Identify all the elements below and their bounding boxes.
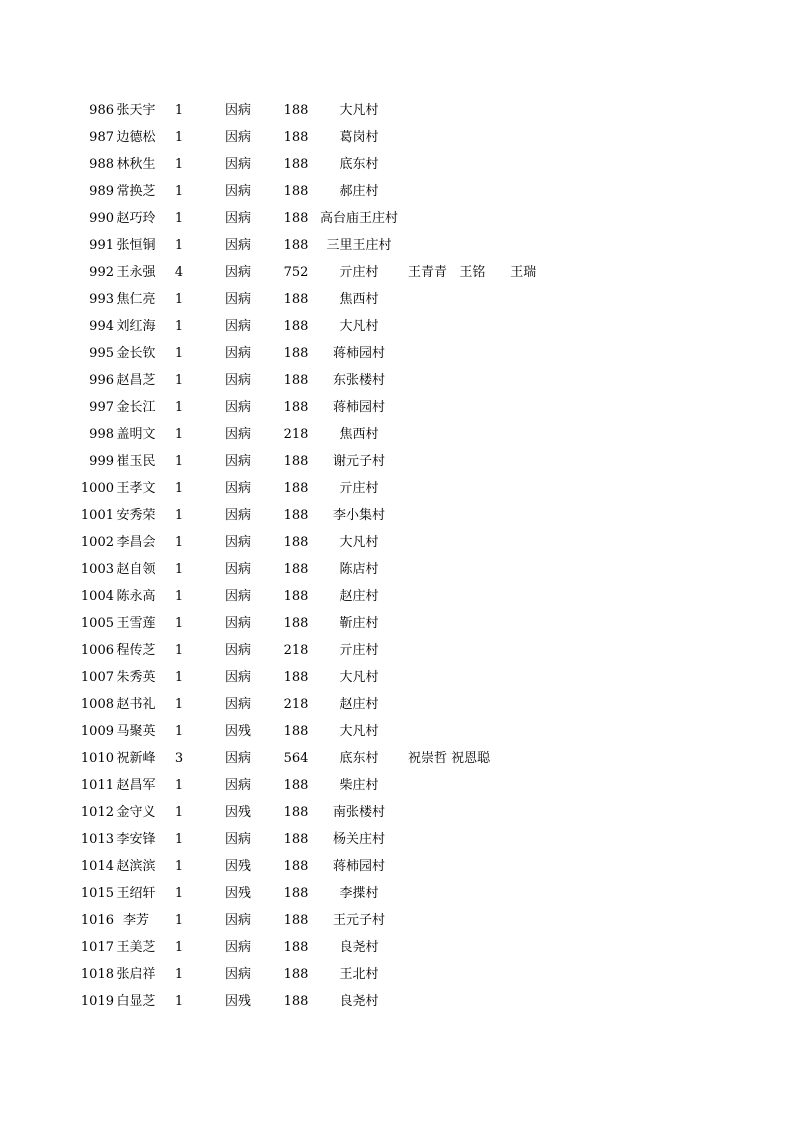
reason: 因病 [224,373,251,388]
household-members [408,502,608,529]
village: 焦西村 [339,427,379,442]
amount: 188 [283,292,309,307]
amount: 188 [283,589,309,604]
household-count: 1 [174,427,184,442]
household-count: 1 [174,508,184,523]
household-count: 1 [174,211,184,226]
row-number: 1006 [80,643,114,658]
recipient-name: 刘红海 [116,319,156,334]
recipient-name: 李芳 [122,913,149,928]
table-row [0,610,793,637]
household-count: 1 [174,157,184,172]
reason: 因残 [224,859,251,874]
recipient-name: 张恒铜 [116,238,156,253]
recipient-name: 王雪莲 [116,616,156,631]
household-members [408,178,608,205]
table-row [0,718,793,745]
household-members [408,475,608,502]
reason: 因病 [224,616,251,631]
amount: 188 [283,319,309,334]
village: 王北村 [339,967,379,982]
reason: 因病 [224,940,251,955]
recipient-name: 金长钦 [116,346,156,361]
household-count: 1 [174,562,184,577]
household-count: 1 [174,994,184,1009]
household-members [408,151,608,178]
reason: 因病 [224,184,251,199]
household-count: 1 [174,373,184,388]
household-members [408,448,608,475]
household-count: 1 [174,643,184,658]
household-members [408,880,608,907]
amount: 188 [283,130,309,145]
amount: 188 [283,400,309,415]
recipient-name: 金长江 [116,400,156,415]
table-row [0,313,793,340]
village: 大凡村 [339,103,379,118]
recipient-name: 程传芝 [116,643,156,658]
recipient-name: 王孝文 [116,481,156,496]
household-count: 1 [174,886,184,901]
village: 大凡村 [339,535,379,550]
reason: 因病 [224,535,251,550]
household-members [408,313,608,340]
table-row [0,232,793,259]
household-members [408,799,608,826]
amount: 188 [283,778,309,793]
row-number: 993 [89,292,114,307]
row-number: 1008 [80,697,114,712]
household-members [408,961,608,988]
table-row [0,529,793,556]
row-number: 1010 [80,751,114,766]
household-count: 3 [174,751,184,766]
recipient-name: 祝新峰 [116,751,156,766]
table-row [0,961,793,988]
recipient-name: 张天宇 [116,103,156,118]
amount: 188 [283,859,309,874]
household-members [408,421,608,448]
table-row [0,475,793,502]
recipient-name: 张启祥 [116,967,156,982]
household-count: 1 [174,103,184,118]
table-row [0,340,793,367]
row-number: 989 [89,184,114,199]
row-number: 994 [89,319,114,334]
reason: 因病 [224,481,251,496]
row-number: 987 [89,130,114,145]
village: 赵庄村 [339,589,379,604]
household-count: 1 [174,913,184,928]
household-members [408,124,608,151]
table-row [0,124,793,151]
table-row [0,907,793,934]
household-count: 1 [174,481,184,496]
village: 李小集村 [332,508,385,523]
amount: 188 [283,211,309,226]
table-row [0,745,793,772]
row-number: 990 [89,211,114,226]
reason: 因病 [224,211,251,226]
table-row [0,205,793,232]
household-count: 1 [174,535,184,550]
reason: 因病 [224,238,251,253]
amount: 188 [283,373,309,388]
household-members [408,394,608,421]
amount: 188 [283,238,309,253]
household-members [408,583,608,610]
village: 柴庄村 [339,778,379,793]
amount: 188 [283,562,309,577]
amount: 188 [283,724,309,739]
table-row [0,151,793,178]
amount: 188 [283,103,309,118]
recipient-name: 赵巧玲 [116,211,156,226]
village: 葛岗村 [339,130,379,145]
recipient-name: 马聚英 [116,724,156,739]
village: 底东村 [339,157,379,172]
row-number: 1002 [80,535,114,550]
reason: 因病 [224,130,251,145]
village: 杨关庄村 [332,832,385,847]
amount: 188 [283,346,309,361]
row-number: 1019 [80,994,114,1009]
amount: 218 [283,643,309,658]
household-count: 1 [174,670,184,685]
recipient-name: 王绍轩 [116,886,156,901]
row-number: 1013 [80,832,114,847]
household-members [408,610,608,637]
household-members [408,205,608,232]
reason: 因病 [224,319,251,334]
table-row [0,880,793,907]
village: 蒋柿园村 [332,346,385,361]
recipient-name: 李昌会 [116,535,156,550]
household-members [408,907,608,934]
household-members [408,340,608,367]
table-row [0,502,793,529]
household-count: 1 [174,589,184,604]
household-count: 1 [174,130,184,145]
village: 良尧村 [339,940,379,955]
amount: 188 [283,805,309,820]
recipient-name: 金守义 [116,805,156,820]
amount: 188 [283,913,309,928]
table-row [0,556,793,583]
table-row [0,394,793,421]
amount: 188 [283,967,309,982]
row-number: 1000 [80,481,114,496]
household-members [408,556,608,583]
reason: 因病 [224,400,251,415]
row-number: 1016 [80,913,114,928]
row-number: 1014 [80,859,114,874]
recipient-name: 崔玉民 [116,454,156,469]
table-row [0,421,793,448]
household-members [408,934,608,961]
household-count: 1 [174,319,184,334]
table-row [0,799,793,826]
table-row [0,826,793,853]
table-row [0,583,793,610]
reason: 因病 [224,643,251,658]
record-table [0,97,793,1015]
household-count: 1 [174,346,184,361]
table-row [0,853,793,880]
village: 南张楼村 [332,805,385,820]
recipient-name: 赵书礼 [116,697,156,712]
village: 底东村 [339,751,379,766]
table-row [0,367,793,394]
recipient-name: 赵滨滨 [116,859,156,874]
amount: 218 [283,427,309,442]
row-number: 995 [89,346,114,361]
recipient-name: 焦仁亮 [116,292,156,307]
household-count: 1 [174,859,184,874]
household-members [408,232,608,259]
row-number: 986 [89,103,114,118]
household-members [408,826,608,853]
amount: 188 [283,454,309,469]
household-count: 4 [174,265,184,280]
household-members [408,772,608,799]
household-members [408,988,608,1015]
reason: 因病 [224,427,251,442]
household-count: 1 [174,454,184,469]
household-members: 祝崇哲 祝恩聪 [408,751,491,766]
village: 靳庄村 [339,616,379,631]
reason: 因残 [224,886,251,901]
household-count: 1 [174,400,184,415]
household-members [408,637,608,664]
amount: 752 [283,265,309,280]
household-members [408,286,608,313]
household-members [408,853,608,880]
household-count: 1 [174,292,184,307]
row-number: 997 [89,400,114,415]
household-members: 王青青 王铭 王瑞 [408,265,537,280]
row-number: 1004 [80,589,114,604]
row-number: 1007 [80,670,114,685]
household-count: 1 [174,238,184,253]
village: 亓庄村 [339,643,379,658]
table-row [0,664,793,691]
table-row [0,934,793,961]
table-row [0,988,793,1015]
reason: 因残 [224,994,251,1009]
table-row [0,772,793,799]
village: 大凡村 [339,670,379,685]
table-row [0,286,793,313]
recipient-name: 李安锋 [116,832,156,847]
reason: 因病 [224,346,251,361]
reason: 因病 [224,589,251,604]
reason: 因病 [224,265,251,280]
amount: 188 [283,886,309,901]
village: 谢元子村 [332,454,385,469]
reason: 因病 [224,967,251,982]
village: 李揲村 [339,886,379,901]
row-number: 991 [89,238,114,253]
row-number: 1017 [80,940,114,955]
recipient-name: 陈永高 [116,589,156,604]
row-number: 999 [89,454,114,469]
recipient-name: 安秀荣 [116,508,156,523]
household-count: 1 [174,967,184,982]
recipient-name: 赵昌军 [116,778,156,793]
village: 蒋柿园村 [332,400,385,415]
village: 王元子村 [332,913,385,928]
table-row [0,259,793,286]
recipient-name: 边德松 [116,130,156,145]
amount: 188 [283,670,309,685]
household-count: 1 [174,805,184,820]
household-members [408,664,608,691]
recipient-name: 林秋生 [116,157,156,172]
row-number: 1011 [80,778,114,793]
row-number: 1018 [80,967,114,982]
row-number: 1001 [80,508,114,523]
amount: 188 [283,157,309,172]
table-row [0,178,793,205]
row-number: 988 [89,157,114,172]
village: 大凡村 [339,319,379,334]
household-count: 1 [174,832,184,847]
row-number: 992 [89,265,114,280]
reason: 因病 [224,697,251,712]
reason: 因病 [224,103,251,118]
household-members [408,529,608,556]
recipient-name: 白显芝 [116,994,156,1009]
reason: 因病 [224,454,251,469]
household-count: 1 [174,940,184,955]
table-row [0,637,793,664]
reason: 因病 [224,508,251,523]
household-count: 1 [174,778,184,793]
recipient-name: 赵昌芝 [116,373,156,388]
amount: 188 [283,535,309,550]
table-row [0,448,793,475]
household-members [408,367,608,394]
reason: 因病 [224,562,251,577]
row-number: 1015 [80,886,114,901]
amount: 188 [283,940,309,955]
village: 郝庄村 [339,184,379,199]
village: 赵庄村 [339,697,379,712]
recipient-name: 盖明文 [116,427,156,442]
household-members [408,97,608,124]
village: 良尧村 [339,994,379,1009]
recipient-name: 王美芝 [116,940,156,955]
household-members [408,691,608,718]
amount: 188 [283,184,309,199]
village: 蒋柿园村 [332,859,385,874]
recipient-name: 赵自领 [116,562,156,577]
amount: 188 [283,508,309,523]
row-number: 1009 [80,724,114,739]
recipient-name: 王永强 [116,265,156,280]
village: 三里王庄村 [326,238,392,253]
amount: 188 [283,481,309,496]
reason: 因病 [224,832,251,847]
household-count: 1 [174,184,184,199]
row-number: 996 [89,373,114,388]
household-count: 1 [174,616,184,631]
village: 陈店村 [339,562,379,577]
village: 大凡村 [339,724,379,739]
village: 亓庄村 [339,265,379,280]
reason: 因病 [224,913,251,928]
amount: 188 [283,832,309,847]
table-row [0,97,793,124]
table-row [0,691,793,718]
amount: 188 [283,994,309,1009]
reason: 因残 [224,724,251,739]
village: 焦西村 [339,292,379,307]
row-number: 1003 [80,562,114,577]
household-count: 1 [174,724,184,739]
reason: 因病 [224,670,251,685]
amount: 218 [283,697,309,712]
amount: 564 [283,751,309,766]
row-number: 998 [89,427,114,442]
reason: 因病 [224,292,251,307]
village: 高台庙王庄村 [319,211,398,226]
recipient-name: 朱秀英 [116,670,156,685]
village: 东张楼村 [332,373,385,388]
village: 亓庄村 [339,481,379,496]
row-number: 1005 [80,616,114,631]
household-count: 1 [174,697,184,712]
recipient-name: 常换芝 [116,184,156,199]
reason: 因残 [224,805,251,820]
row-number: 1012 [80,805,114,820]
reason: 因病 [224,751,251,766]
amount: 188 [283,616,309,631]
reason: 因病 [224,157,251,172]
reason: 因病 [224,778,251,793]
household-members [408,718,608,745]
